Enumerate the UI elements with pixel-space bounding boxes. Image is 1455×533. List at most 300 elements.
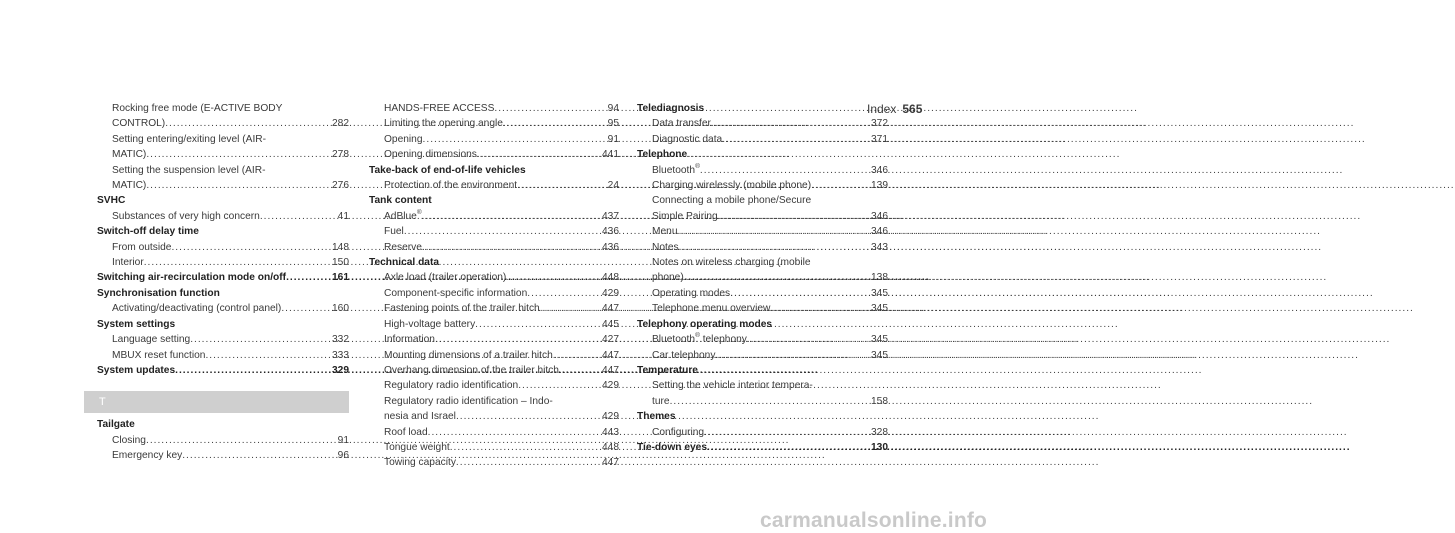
entry-text — [384, 132, 423, 147]
entry-row[interactable] — [112, 255, 349, 270]
entry-row[interactable] — [384, 116, 619, 131]
heading-text: Technical data — [369, 257, 440, 269]
entry-label: Interior — [112, 257, 144, 269]
index-subentry[interactable] — [97, 301, 349, 316]
entry-label: Towing capacity — [384, 457, 456, 469]
entry-label: Car telephony — [652, 349, 716, 361]
index-subentry[interactable] — [369, 178, 619, 193]
entry-row[interactable] — [384, 440, 619, 455]
entry-text — [652, 301, 770, 316]
index-subentry[interactable] — [637, 286, 888, 301]
entry-text — [384, 425, 428, 440]
entry-row[interactable] — [637, 440, 888, 455]
entry-label: Tie-down eyes — [637, 441, 708, 453]
index-subentry[interactable] — [369, 425, 619, 440]
entry-text — [384, 270, 506, 285]
entry-label: MATIC) — [112, 149, 147, 161]
entry-label: Opening dimensions — [384, 149, 477, 161]
entry-text — [112, 433, 146, 448]
leader-dots — [477, 147, 599, 162]
entry-text — [652, 348, 715, 363]
index-subentry[interactable] — [637, 116, 888, 131]
entry-row[interactable] — [652, 286, 888, 301]
page-ref[interactable]: 333 — [332, 349, 349, 361]
index-subentry[interactable] — [369, 378, 619, 393]
entry-row[interactable] — [384, 178, 619, 193]
index-subentry[interactable] — [97, 132, 349, 163]
index-subentry[interactable] — [369, 394, 619, 425]
entry-label: Bluetooth — [652, 334, 696, 346]
entry-row[interactable] — [384, 270, 619, 285]
entry-label: Switching air-recirculation mode on/off — [97, 272, 287, 284]
page-ref[interactable]: 158 — [871, 395, 888, 407]
index-subentry[interactable] — [637, 255, 888, 286]
heading-text: Synchronisation function — [97, 287, 220, 299]
index-subentry[interactable] — [369, 101, 619, 116]
entry-label: Protection of the environment — [384, 180, 518, 192]
page-ref[interactable]: 441 — [602, 149, 619, 161]
entry-row[interactable] — [112, 348, 349, 363]
leader-dots — [182, 448, 334, 463]
page-ref[interactable]: 345 — [871, 349, 888, 361]
entry-text — [112, 116, 165, 131]
page-ref[interactable]: 139 — [871, 180, 888, 192]
entry-text — [384, 101, 494, 116]
entry-text — [112, 240, 171, 255]
page-ref[interactable]: 429 — [602, 380, 619, 392]
entry-row[interactable] — [384, 317, 619, 332]
heading-text: Telephony operating modes — [637, 318, 773, 330]
entry-row[interactable] — [652, 178, 888, 193]
entry-label: Closing — [112, 434, 146, 446]
entry-row[interactable] — [384, 286, 619, 301]
entry-text — [384, 348, 553, 363]
page-ref[interactable]: 161 — [332, 272, 349, 284]
leader-dots — [456, 455, 599, 470]
entry-label: HANDS-FREE ACCESS — [384, 103, 495, 114]
entry-label: Overhang dimension of the trailer hitch — [384, 364, 559, 376]
index-subentry[interactable] — [369, 332, 619, 347]
index-subentry[interactable] — [637, 193, 888, 224]
index-subentry[interactable] — [637, 132, 888, 147]
entry-text — [652, 394, 670, 409]
index-subentry[interactable] — [97, 209, 349, 224]
page-ref[interactable]: 276 — [332, 180, 349, 192]
entry-row[interactable] — [652, 425, 888, 440]
entry-row[interactable] — [112, 240, 349, 255]
entry-label: Activating/deactivating (control panel) — [112, 303, 282, 315]
leader-dots — [559, 363, 599, 378]
leader-dots — [428, 425, 599, 440]
entry-text — [384, 224, 404, 239]
leader-dots — [404, 224, 599, 239]
index-heading — [97, 417, 349, 432]
entry-row[interactable] — [384, 378, 619, 393]
index-subentry[interactable] — [97, 448, 349, 463]
leader-dots — [770, 301, 868, 316]
index-subentry[interactable] — [369, 455, 619, 470]
entry-row[interactable] — [384, 425, 619, 440]
page-ref[interactable]: 91 — [337, 434, 349, 446]
heading-text: Tailgate — [97, 419, 135, 431]
index-subentry[interactable] — [637, 240, 888, 255]
section-letter-bar: T — [84, 391, 349, 413]
page-ref[interactable]: 447 — [602, 349, 619, 361]
page-ref[interactable]: 436 — [602, 226, 619, 238]
entry-label: Information — [384, 334, 435, 346]
index-heading — [637, 409, 888, 424]
page-ref[interactable]: 282 — [332, 118, 349, 130]
entry-row[interactable] — [97, 363, 349, 378]
entry-label: Opening — [384, 133, 423, 145]
leader-dots — [722, 132, 868, 147]
page-ref[interactable]: 91 — [607, 133, 619, 145]
heading-text: Telephone — [637, 149, 688, 161]
index-subentry[interactable] — [369, 240, 619, 255]
index-heading — [369, 193, 619, 208]
leader-dots — [175, 363, 329, 378]
leader-dots — [718, 209, 868, 224]
entry-text — [652, 270, 684, 285]
entry-label: Emergency key — [112, 450, 183, 462]
entry-row[interactable] — [112, 448, 349, 463]
leader-dots — [517, 178, 605, 193]
index-subentry[interactable] — [97, 101, 349, 132]
index-subentry[interactable] — [369, 209, 619, 224]
entry-label: Limiting the opening angle — [384, 118, 503, 130]
page-ref[interactable]: 329 — [332, 364, 349, 376]
entry-text — [112, 348, 205, 363]
leader-dots — [527, 286, 599, 301]
entry-text — [652, 240, 679, 255]
page-ref[interactable]: 345 — [871, 287, 888, 299]
entry-text — [637, 440, 707, 455]
page-ref[interactable]: 429 — [602, 287, 619, 299]
entry-label: Charging wirelessly (mobile phone) — [652, 180, 812, 192]
entry-text — [384, 147, 477, 162]
index-heading — [97, 317, 349, 332]
heading-text: Tank content — [369, 195, 432, 207]
index-subentry[interactable] — [637, 301, 888, 316]
index-subentry[interactable] — [637, 163, 888, 178]
entry-row[interactable] — [384, 348, 619, 363]
index-subentry[interactable] — [637, 425, 888, 440]
entry-text-line: Regulatory radio identification – Indo- — [384, 395, 553, 407]
page-ref[interactable]: 24 — [607, 180, 619, 192]
leader-dots — [700, 163, 868, 178]
page-ref[interactable]: 447 — [602, 364, 619, 376]
leader-dots — [144, 255, 329, 270]
page-ref[interactable]: 345 — [871, 334, 888, 346]
heading-text: Telediagnosis — [637, 103, 705, 114]
heading-text: Switch-off delay time — [97, 226, 199, 238]
leader-dots — [205, 348, 329, 363]
entry-row[interactable] — [112, 178, 349, 193]
index-heading — [637, 101, 888, 116]
entry-row[interactable] — [652, 163, 888, 178]
index-column-2 — [369, 101, 619, 471]
registered-mark: ® — [695, 162, 700, 170]
index-title: Index — [867, 102, 897, 116]
entry-text — [112, 147, 146, 162]
entry-row[interactable] — [384, 147, 619, 162]
entry-text — [112, 448, 182, 463]
entry-row[interactable] — [384, 332, 619, 347]
page-ref[interactable]: 371 — [871, 133, 888, 145]
page-ref[interactable]: 443 — [602, 426, 619, 438]
entry-label: Simple Pairing — [652, 210, 718, 222]
entry-row[interactable] — [384, 224, 619, 239]
page-ref[interactable]: 328 — [871, 426, 888, 438]
leader-dots — [730, 286, 868, 301]
entry-label: Axle load (trailer operation) — [384, 272, 507, 284]
leader-dots — [450, 440, 599, 455]
entry-text — [112, 255, 144, 270]
page-ref[interactable]: 445 — [602, 318, 619, 330]
entry-label: Telephone menu overview — [652, 303, 771, 315]
entry-text — [384, 378, 518, 393]
index-subentry[interactable] — [369, 317, 619, 332]
entry-row[interactable] — [652, 394, 888, 409]
heading-text: SVHC — [97, 195, 126, 207]
entry-row[interactable] — [652, 270, 888, 285]
entry-label: Operating modes — [652, 287, 731, 299]
index-subentry[interactable] — [369, 132, 619, 147]
index-heading[interactable] — [97, 270, 349, 285]
leader-dots — [506, 270, 599, 285]
index-heading — [97, 193, 349, 208]
leader-dots — [684, 270, 868, 285]
entry-label: Language setting — [112, 334, 191, 346]
page-ref[interactable]: 436 — [602, 241, 619, 253]
page-ref[interactable]: 96 — [337, 450, 349, 462]
entry-text — [384, 178, 517, 193]
entry-label: phone) — [652, 272, 684, 284]
index-subentry[interactable] — [97, 433, 349, 448]
index-subentry[interactable] — [369, 286, 619, 301]
leader-dots — [165, 116, 329, 131]
heading-text: System settings — [97, 318, 176, 330]
entry-label: Menu — [652, 226, 678, 238]
page-ref[interactable]: 448 — [602, 441, 619, 453]
leader-dots — [715, 348, 868, 363]
leader-dots — [811, 178, 868, 193]
page-ref[interactable]: 447 — [602, 303, 619, 315]
entry-row[interactable] — [384, 363, 619, 378]
index-heading[interactable] — [97, 363, 349, 378]
leader-dots — [747, 332, 868, 347]
entry-text — [384, 440, 450, 455]
leader-dots — [190, 332, 329, 347]
entry-label: MATIC) — [112, 180, 147, 192]
index-subentry[interactable] — [97, 163, 349, 194]
entry-suffix: telephony — [699, 334, 747, 346]
index-subentry[interactable] — [97, 240, 349, 255]
entry-row[interactable] — [652, 209, 888, 224]
leader-dots — [494, 101, 604, 116]
entry-text — [652, 178, 811, 193]
index-subentry[interactable] — [97, 348, 349, 363]
page-ref[interactable]: 437 — [602, 210, 619, 222]
leader-dots — [503, 116, 605, 131]
entry-row[interactable] — [384, 209, 619, 224]
page-ref[interactable]: 372 — [871, 118, 888, 130]
entry-label: High-voltage battery — [384, 318, 476, 330]
page-ref[interactable]: 448 — [602, 272, 619, 284]
entry-label: Data transfer — [652, 118, 711, 130]
index-subentry[interactable] — [369, 440, 619, 455]
page-ref[interactable]: 332 — [332, 334, 349, 346]
entry-row[interactable] — [384, 301, 619, 316]
leader-dots — [475, 317, 599, 332]
page-ref[interactable]: 95 — [607, 118, 619, 130]
entry-row[interactable] — [652, 116, 888, 131]
page-number: 565 — [902, 102, 923, 116]
page-ref[interactable]: 343 — [871, 241, 888, 253]
index-subentry[interactable] — [637, 348, 888, 363]
index-subentry[interactable] — [369, 301, 619, 316]
entry-text — [97, 270, 286, 285]
index-subentry[interactable] — [637, 224, 888, 239]
page-ref[interactable]: 278 — [332, 149, 349, 161]
entry-row[interactable] — [384, 409, 619, 424]
leader-dots — [423, 132, 605, 147]
index-heading — [97, 286, 349, 301]
page-ref[interactable]: 427 — [602, 334, 619, 346]
page-ref[interactable]: 346 — [871, 164, 888, 176]
leader-dots — [435, 332, 599, 347]
leader-dots — [146, 178, 329, 193]
leader-dots — [146, 147, 329, 162]
entry-text — [652, 132, 722, 147]
page-ref[interactable]: 160 — [332, 303, 349, 315]
entry-text — [652, 332, 747, 347]
index-column-3 — [637, 101, 888, 455]
entry-text — [384, 286, 527, 301]
page-ref[interactable]: 429 — [602, 411, 619, 423]
entry-row[interactable] — [652, 301, 888, 316]
index-heading[interactable] — [637, 440, 888, 455]
leader-dots — [704, 425, 868, 440]
entry-text — [384, 301, 540, 316]
leader-dots — [553, 348, 599, 363]
index-subentry[interactable] — [369, 147, 619, 162]
entry-label: MBUX reset function — [112, 349, 206, 361]
entry-label: CONTROL) — [112, 118, 166, 130]
entry-text — [652, 163, 700, 178]
entry-row[interactable] — [384, 132, 619, 147]
index-heading — [637, 147, 888, 162]
entry-row[interactable] — [97, 270, 349, 285]
entry-row[interactable] — [112, 116, 349, 131]
index-subentry[interactable] — [369, 224, 619, 239]
entry-text-line: Setting the vehicle interior tempera- — [652, 380, 813, 392]
entry-label: Diagnostic data — [652, 133, 723, 145]
entry-row[interactable] — [652, 132, 888, 147]
entry-text — [652, 286, 730, 301]
entry-label: Fuel — [384, 226, 404, 238]
entry-text-line: Rocking free mode (E-ACTIVE BODY — [112, 103, 283, 114]
page-ref[interactable]: 138 — [871, 272, 888, 284]
index-subentry[interactable] — [369, 116, 619, 131]
registered-mark: ® — [416, 208, 422, 216]
heading-text: Temperature — [637, 364, 698, 376]
leader-dots — [171, 240, 329, 255]
leader-dots — [707, 440, 868, 455]
page-ref[interactable]: 94 — [607, 103, 619, 114]
entry-label: System updates — [97, 364, 176, 376]
entry-row[interactable] — [112, 433, 349, 448]
index-heading — [97, 224, 349, 239]
index-subentry[interactable] — [637, 332, 888, 347]
index-subentry[interactable] — [637, 178, 888, 193]
heading-text: Take-back of end-of-life vehicles — [369, 164, 526, 176]
page-ref[interactable]: 345 — [871, 303, 888, 315]
entry-text — [384, 332, 435, 347]
entry-label: Fastening points of the trailer hitch — [384, 303, 540, 315]
page-ref[interactable]: 346 — [871, 210, 888, 222]
index-heading — [637, 363, 888, 378]
index-subentry[interactable] — [369, 348, 619, 363]
entry-label: Component-specific information — [384, 287, 528, 299]
index-subentry[interactable] — [369, 270, 619, 285]
index-subentry[interactable] — [97, 332, 349, 347]
entry-row[interactable] — [112, 301, 349, 316]
entry-row[interactable] — [112, 209, 349, 224]
entry-row[interactable] — [384, 455, 619, 470]
page-ref[interactable]: 447 — [602, 457, 619, 469]
entry-label: ture — [652, 395, 670, 407]
entry-row[interactable] — [384, 240, 619, 255]
page-ref[interactable]: 41 — [337, 210, 349, 222]
page-ref[interactable]: 150 — [332, 257, 349, 269]
entry-row[interactable] — [384, 101, 619, 116]
page-ref[interactable]: 130 — [871, 441, 888, 453]
entry-text — [384, 240, 422, 255]
entry-row[interactable] — [652, 224, 888, 239]
entry-label: Regulatory radio identification — [384, 380, 519, 392]
index-subentry[interactable] — [369, 363, 619, 378]
index-heading — [369, 163, 619, 178]
entry-text — [652, 224, 677, 239]
entry-text-line: Setting the suspension level (AIR- — [112, 164, 266, 176]
index-subentry[interactable] — [637, 378, 888, 409]
entry-text — [112, 332, 190, 347]
entry-row[interactable] — [652, 240, 888, 255]
entry-row[interactable] — [112, 147, 349, 162]
entry-label: Substances of very high concern — [112, 210, 260, 222]
entry-label: AdBlue — [384, 210, 417, 222]
entry-row[interactable] — [652, 332, 888, 347]
leader-dots — [260, 209, 335, 224]
registered-mark: ® — [695, 332, 700, 340]
leader-dots — [518, 378, 599, 393]
leader-dots — [677, 224, 868, 239]
entry-text — [384, 116, 503, 131]
index-subentry[interactable] — [97, 255, 349, 270]
index-heading — [369, 255, 619, 270]
entry-label: Tongue weight — [384, 441, 450, 453]
leader-dots — [422, 240, 599, 255]
entry-label: Mounting dimensions of a trailer hitch — [384, 349, 553, 361]
page-ref[interactable]: 148 — [332, 241, 349, 253]
page-ref[interactable]: 346 — [871, 226, 888, 238]
entry-row[interactable] — [652, 348, 888, 363]
entry-row[interactable] — [112, 332, 349, 347]
entry-label: Roof load — [384, 426, 428, 438]
leader-dots — [146, 433, 335, 448]
entry-text — [652, 116, 711, 131]
